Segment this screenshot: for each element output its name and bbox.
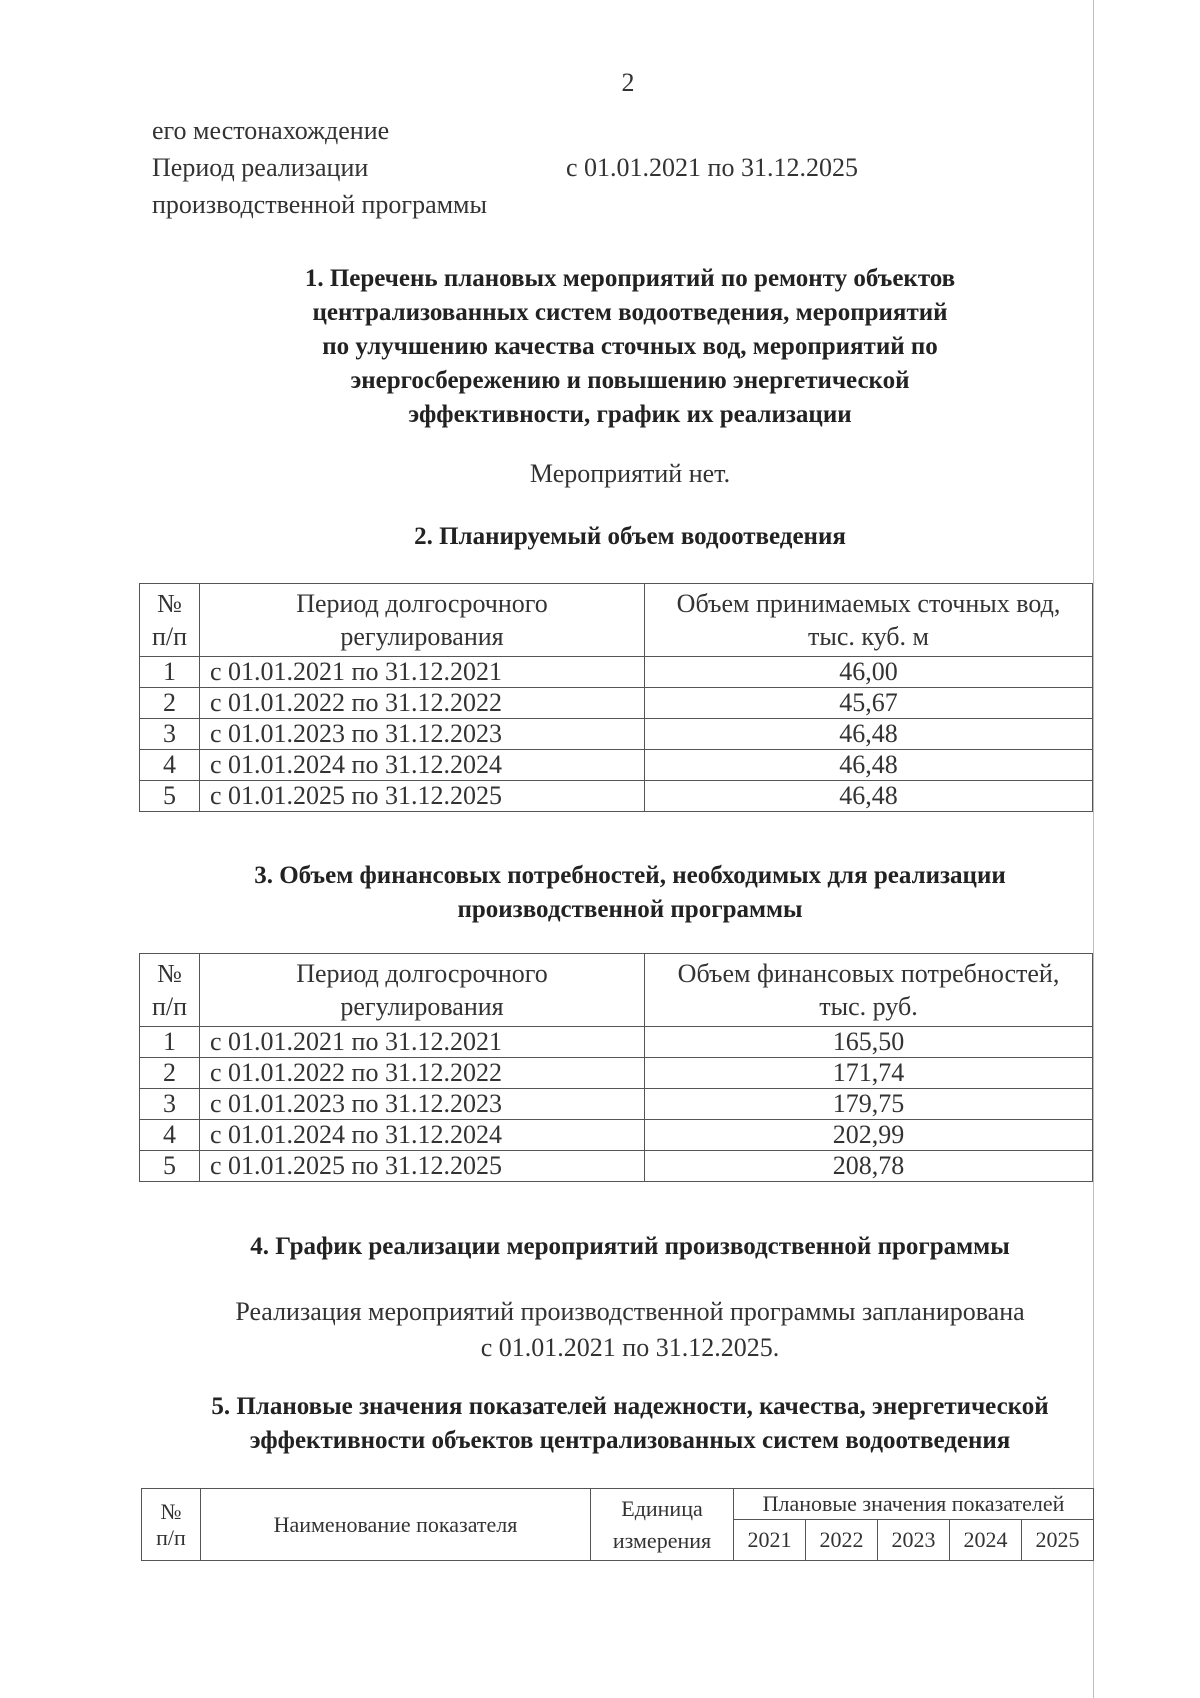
table-header-row (140, 584, 1093, 657)
table-row: 3 с 01.01.2023 по 31.12.2023 46,48 (140, 719, 1093, 750)
page-number: 2 (621, 68, 635, 97)
header-unit: Единица измерения (591, 1489, 734, 1561)
section2-title: 2. Планируемый объем водоотведения (414, 523, 846, 550)
section4-text-line: с 01.01.2021 по 31.12.2025. (480, 1333, 780, 1362)
section3-title (140, 859, 1120, 927)
header-volume: Объем принимаемых сточных вод, тыс. куб. м (645, 584, 1093, 657)
wastewater-volume-table (139, 583, 1093, 812)
header-num: № п/п (140, 584, 200, 657)
section5-title-line: 5. Плановые значения показателей надежности, качества, энергетической (211, 1393, 1049, 1420)
header-year: 2021 (734, 1520, 806, 1561)
table-row: 5 с 01.01.2025 по 31.12.2025 46,48 (140, 781, 1093, 812)
table-row: 4 с 01.01.2024 по 31.12.2024 202,99 (140, 1120, 1093, 1151)
section5-title (140, 1390, 1120, 1458)
indicators-table (141, 1488, 1094, 1561)
section4-text (140, 1294, 1120, 1366)
header-period: Период долгосрочного регулирования (200, 954, 645, 1027)
header-period: Период долгосрочного регулирования (200, 584, 645, 657)
header-year: 2023 (878, 1520, 950, 1561)
header-num: № п/п (140, 954, 200, 1027)
section4-title: 4. График реализации мероприятий производственной программы (250, 1233, 1010, 1260)
table-row: 2 с 01.01.2022 по 31.12.2022 45,67 (140, 688, 1093, 719)
section3-title-line: 3. Объем финансовых потребностей, необходимых для реализации (254, 862, 1006, 889)
section1-title-line: энергосбережению и повышению энергетической (350, 367, 910, 394)
section1-title-line: эффективности, график их реализации (408, 401, 852, 428)
period-value: с 01.01.2021 по 31.12.2025 (566, 153, 858, 182)
header-planned-values: Плановые значения показателей (734, 1489, 1094, 1520)
section5-title-line: эффективности объектов централизованных систем водоотведения (249, 1427, 1011, 1454)
section3-title-line: производственной программы (457, 896, 803, 923)
location-tail-text: его местонахождение (152, 116, 390, 145)
table-header-row (142, 1489, 1094, 1520)
table-header-row (140, 954, 1093, 1027)
section4-text-line: Реализация мероприятий производственной программы запланирована (235, 1297, 1025, 1326)
section1-title-line: 1. Перечень плановых мероприятий по ремонту объектов (304, 265, 956, 292)
header-num: № п/п (142, 1489, 201, 1561)
table-row: 3 с 01.01.2023 по 31.12.2023 179,75 (140, 1089, 1093, 1120)
header-financial: Объем финансовых потребностей, тыс. руб. (645, 954, 1093, 1027)
header-year: 2022 (806, 1520, 878, 1561)
section1-title (140, 262, 1120, 432)
section1-note: Мероприятий нет. (529, 459, 731, 488)
period-label-line1: Период реализации (152, 153, 369, 182)
period-label-line2: производственной программы (152, 190, 487, 219)
section1-title-line: централизованных систем водоотведения, мероприятий (312, 299, 948, 326)
section1-title-line: по улучшению качества сточных вод, мероприятий по (322, 333, 938, 360)
header-year: 2024 (950, 1520, 1022, 1561)
table-row: 4 с 01.01.2024 по 31.12.2024 46,48 (140, 750, 1093, 781)
header-block (152, 112, 487, 223)
table-row: 1 с 01.01.2021 по 31.12.2021 46,00 (140, 657, 1093, 688)
financial-needs-table (139, 953, 1093, 1182)
table-row: 2 с 01.01.2022 по 31.12.2022 171,74 (140, 1058, 1093, 1089)
header-year: 2025 (1022, 1520, 1094, 1561)
header-indicator-name: Наименование показателя (201, 1489, 591, 1561)
table-row: 1 с 01.01.2021 по 31.12.2021 165,50 (140, 1027, 1093, 1058)
table-row: 5 с 01.01.2025 по 31.12.2025 208,78 (140, 1151, 1093, 1182)
